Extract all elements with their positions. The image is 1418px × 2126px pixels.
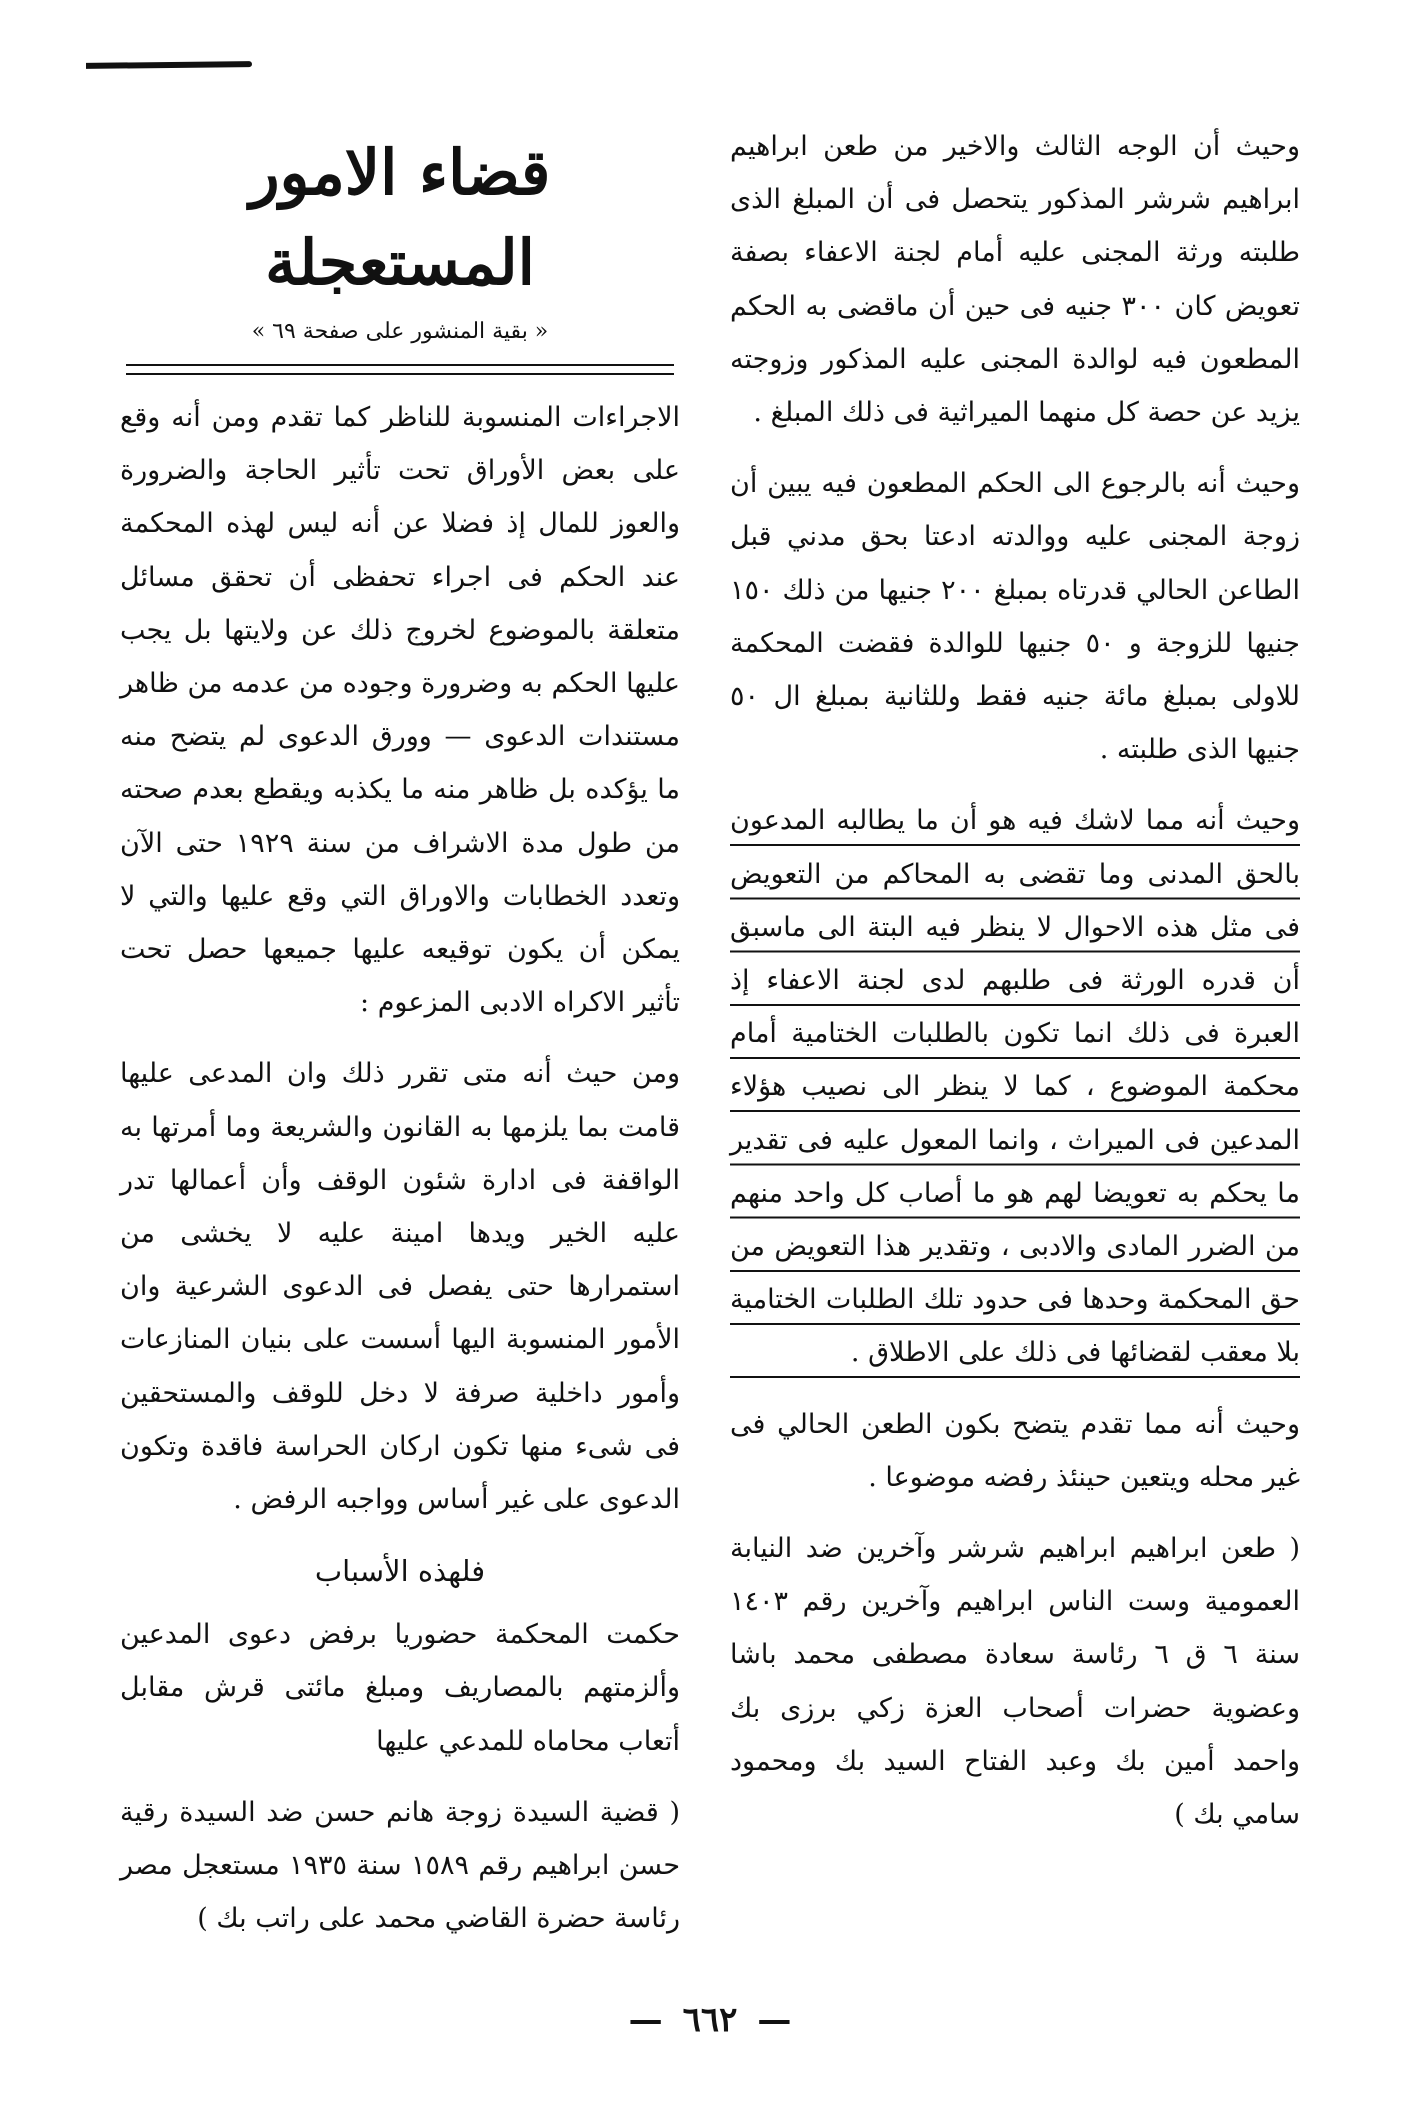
document-page	[120, 120, 1301, 2040]
page-number-value: ٦٦٢	[682, 2000, 738, 2040]
right-paragraph-2: وحيث أنه بالرجوع الى الحكم المطعون فيه يبين أن زوجة المجنى عليه ووالدته ادعتا بحق مدني قبل الطاعن الحالي قدرتاه بمبلغ ٢٠٠ جنيها من ذلك ١٥٠ جنيها للزوجة و ٥٠ جنيها للوالدة فقضت المحكمة للاولى بمبلغ مائة جنيه فقط وللثانية بمبلغ ال ٥٠ جنيها الذى طلبته .	[730, 468, 1300, 766]
right-paragraph-4: وحيث أنه مما تقدم يتضح بكون الطعن الحالي فى غير محله ويتعين حينئذ رفضه موضوعا .	[730, 1408, 1300, 1493]
double-divider	[126, 364, 674, 375]
right-case-citation: ( طعن ابراهيم ابراهيم شرشر وآخرين ضد النيابة العمومية وست الناس ابراهيم وآخرين رقم ١٤٠٣ سنة ٦ ق ٦ رئاسة سعادة مصطفى محمد باشا وعضوية حضرات أصحاب العزة زكي برزى بك واحمد أمين بك وعبد الفتاح السيد بك ومحمود سامي بك )	[730, 1533, 1300, 1831]
left-paragraph-2: ومن حيث أنه متى تقرر ذلك وان المدعى عليها قامت بما يلزمها به القانون والشريعة وما أمرتها به الواقفة فى ادارة شئون الوقف وأن أعمالها تدر عليه الخير ويدها امينة عليه لا يخشى من استمرارها حتى يفصل فى الدعوى الشرعية وان الأمور المنسوبة اليها أسست على بنيان المنازعات وأمور داخلية صرفة لا دخل للوقف والمستحقين فى شىء منها تكون اركان الحراسة فاقدة وتكون الدعوى على غير أساس وواجبه الرفض .	[120, 1058, 680, 1516]
left-case-citation: ( قضية السيدة زوجة هانم حسن ضد السيدة رقية حسن ابراهيم رقم ١٥٨٩ سنة ١٩٣٥ مستعجل مصر رئاسة حضرة القاضي محمد على راتب بك )	[120, 1796, 681, 1935]
corner-rule-mark	[86, 61, 252, 69]
reasons-heading: فلهذه الأسباب	[314, 1554, 486, 1589]
page-number: —٦٦٢—	[628, 2000, 792, 2040]
left-ruling-paragraph: حكمت المحكمة حضوريا برفض دعوى المدعين وألزمتهم بالمصاريف ومبلغ مائتى قرش مقابل أتعاب محاماه للمدعي عليها	[120, 1619, 680, 1757]
right-paragraph-3-underlined: وحيث أنه مما لاشك فيه هو أن ما يطالبه المدعون بالحق المدنى وما تقضى به المحاكم من التعويض فى مثل هذه الاحوال لا ينظر فيه البتة الى ماسبق أن قدره الورثة فى طلبهم لدى لجنة الاعفاء إذ العبرة فى ذلك انما تكون بالطلبات الختامية أمام محكمة الموضوع ، كما لا ينظر الى نصيب هؤلاء المدعين فى الميراث ، وانما المعول عليه فى تقدير ما يحكم به تعويضا لهم هو ما أصاب كل واحد منهم من الضرر المادى والادبى ، وتقدير هذا التعويض من حق المحكمة وحدها فى حدود تلك الطلبات الختامية بلا معقب لقضائها فى ذلك على الاطلاق .	[730, 794, 1300, 1379]
left-column	[120, 120, 680, 1963]
continuation-note: « بقية المنشور على صفحة ٦٩ »	[251, 319, 549, 344]
right-column	[730, 120, 1300, 1859]
left-paragraph-1: الاجراءات المنسوبة للناظر كما تقدم ومن أنه وقع على بعض الأوراق تحت تأثير الحاجة والضرورة والعوز للمال إذ فضلا عن أنه ليس لهذه المحكمة عند الحكم فى اجراء تحفظى أن تحقق مسائل متعلقة بالموضوع لخروج ذلك عن ولايتها بل يجب عليها الحكم به وضرورة وجوده من عدمه من ظاهر مستندات الدعوى — وورق الدعوى لم يتضح منه ما يؤكده بل ظاهر منه ما يكذبه ويقطع بعدم صحته من طول مدة الاشراف من سنة ١٩٢٩ حتى الآن وتعدد الخطابات والاوراق التي وقع عليها والتي لا يمكن أن يكون توقيعه عليها جميعها حصل تحت تأثير الاكراه الادبى المزعوم :	[120, 402, 680, 1019]
right-paragraph-1: وحيث أن الوجه الثالث والاخير من طعن ابراهيم ابراهيم شرشر المذكور يتحصل فى أن المبلغ الذى طلبته ورثة المجنى عليه أمام لجنة الاعفاء بصفة تعويض كان ٣٠٠ جنيه فى حين أن ماقضى به الحكم المطعون فيه لوالدة المجنى عليه المذكور وزوجته يزيد عن حصة كل منهما الميراثية فى ذلك المبلغ .	[730, 131, 1301, 429]
section-title: قضاء الامور المستعجلة	[249, 136, 551, 299]
